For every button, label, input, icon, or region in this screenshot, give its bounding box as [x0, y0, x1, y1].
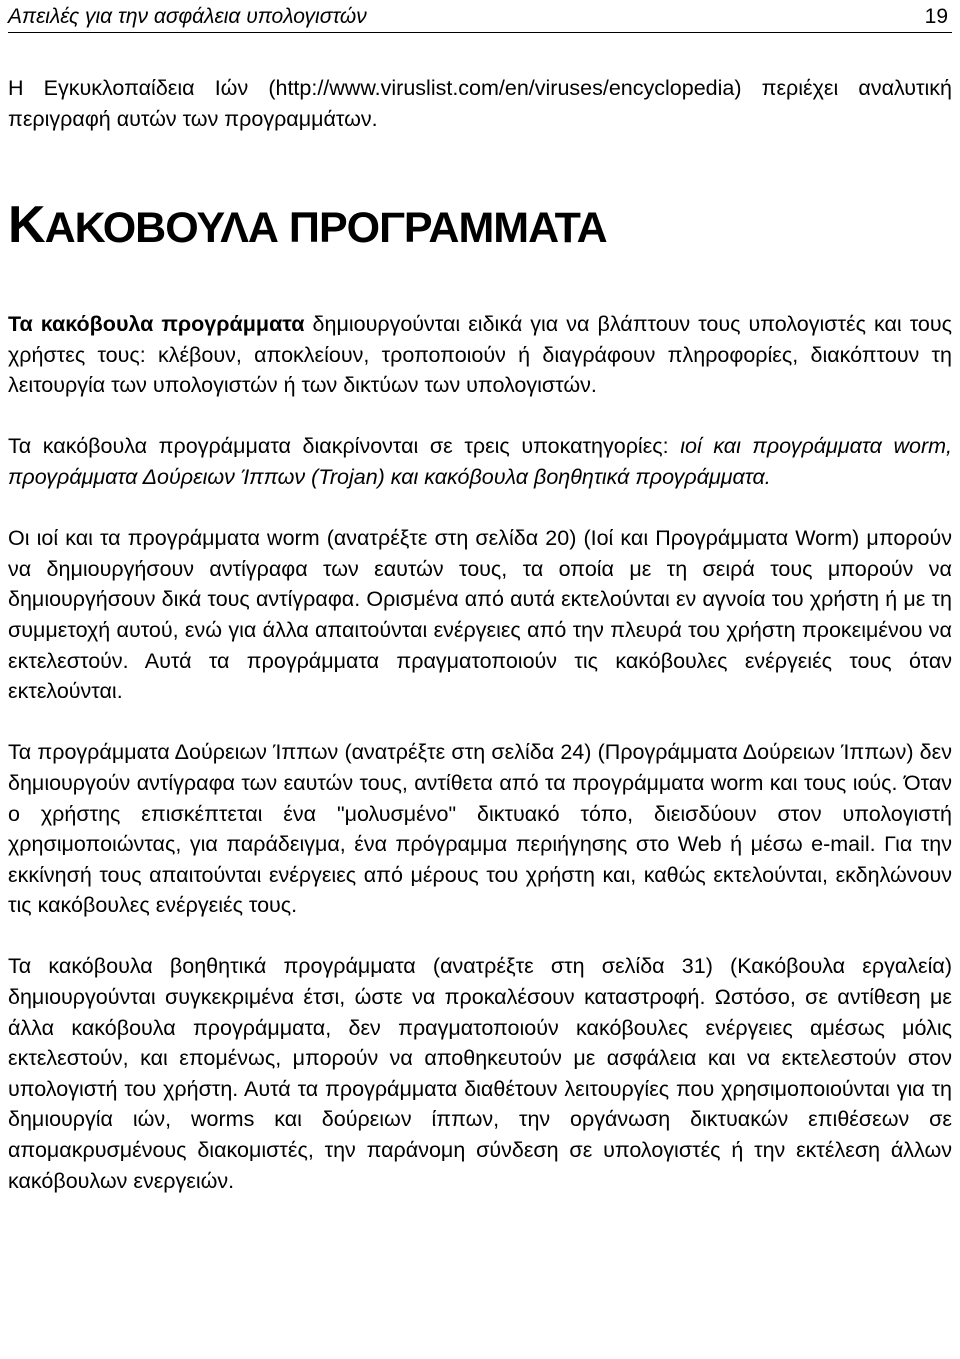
- paragraph-categories: [8, 431, 952, 492]
- paragraph-trojans: Τα προγράμματα Δούρειων Ίππων (ανατρέξτε στη σελίδα 24) (Προγράμματα Δούρειων Ίππων) δεν δημιουργούν αντίγραφα των εαυτών τους, αντίθετα από τα προγράμματα worm και τους ιούς. Όταν ο χρήστης επισκέπτεται ένα "μολυσμένο" δικτυακό τόπο, διεισδύουν στον υπολογιστή χρησιμοποιώντας, για παράδειγμα, ένα πρόγραμμα περιήγησης στο Web ή μέσω e-mail. Για την εκκίνησή τους απαιτούνται ενέργειες από μέρους του χρήστη και, καθώς εκτελούνται, εκδηλώνουν τις κακόβουλες ενέργειές τους.: [8, 740, 952, 918]
- page-number: 19: [924, 5, 948, 28]
- paragraph-categories-text: Τα κακόβουλα προγράμματα διακρίνονται σε τρεις υποκατηγορίες:: [8, 434, 681, 459]
- section-heading-rest: ΑΚΟΒΟΥΛΑ ΠΡΟΓΡΑΜΜΑΤΑ: [44, 204, 607, 252]
- paragraph-definition: [8, 309, 952, 401]
- section-heading-initial: Κ: [8, 196, 45, 254]
- header-title: Απειλές για την ασφάλεια υπολογιστών: [8, 5, 367, 28]
- paragraph-viruses-worms: Οι ιοί και τα προγράμματα worm (ανατρέξτε στη σελίδα 20) (Ιοί και Προγράμματα Worm) μπορούν να δημιουργήσουν αντίγραφα των εαυτών τους, τα οποία με τη σειρά τους μπορούν να δημιουργήσουν δικά τους αντίγραφα. Ορισμένα από αυτά εκτελούνται εν αγνοία του χρήστη ή με τη συμμετοχή αυτού, ενώ για άλλα απαιτούνται ενέργειες από την πλευρά του χρήστη προκειμένου να εκτελεστούν. Αυτά τα προγράμματα πραγματοποιούν τις κακόβουλες ενέργειές τους όταν εκτελούνται.: [8, 526, 952, 704]
- section-heading: [8, 196, 607, 254]
- paragraph-definition-text: δημιουργούνται ειδικά για να βλάπτουν τους υπολογιστές και τους χρήστες τους: κλέβουν, αποκλείουν, τροποποιούν ή διαγράφουν πληροφορίες, διακόπτουν τη λειτουργία των υπολογιστών ή των δικτύων των υπολογιστών.: [8, 312, 952, 398]
- paragraph-malicious-tools: Τα κακόβουλα βοηθητικά προγράμματα (ανατρέξτε στη σελίδα 31) (Κακόβουλα εργαλεία) δημιουργούνται συγκεκριμένα έτσι, ώστε να προκαλέσουν καταστροφή. Ωστόσο, σε αντίθεση με άλλα κακόβουλα προγράμματα, δεν πραγματοποιούν κακόβουλες ενέργειες αμέσως μόλις εκτελεστούν, και επομένως, μπορούν να αποθηκευτούν με ασφάλεια και να εκτελεστούν στον υπολογιστή του χρήστη. Αυτά τα προγράμματα διαθέτουν λειτουργίες που χρησιμοποιούνται για τη δημιουργία ιών, worms και δούρειων ίππων, την οργάνωση δικτυακών επιθέσεων σε απομακρυσμένους διακομιστές, την παράνομη σύνδεση σε υπολογιστές ή την εκτέλεση άλλων κακόβουλων ενεργειών.: [8, 954, 952, 1193]
- intro-paragraph: Η Εγκυκλοπαίδεια Ιών (http://www.viruslist.com/en/viruses/encyclopedia) περιέχει αναλυτική περιγραφή αυτών των προγραμμάτων.: [8, 76, 952, 131]
- term-malware: Τα κακόβουλα προγράμματα: [8, 312, 305, 336]
- paragraph-categories-list: ιοί και προγράμματα worm, προγράμματα Δούρειων Ίππων (Trojan) και κακόβουλα βοηθητικά προγράμματα.: [8, 434, 952, 489]
- section-body: [8, 309, 952, 1227]
- running-header: [8, 2, 952, 33]
